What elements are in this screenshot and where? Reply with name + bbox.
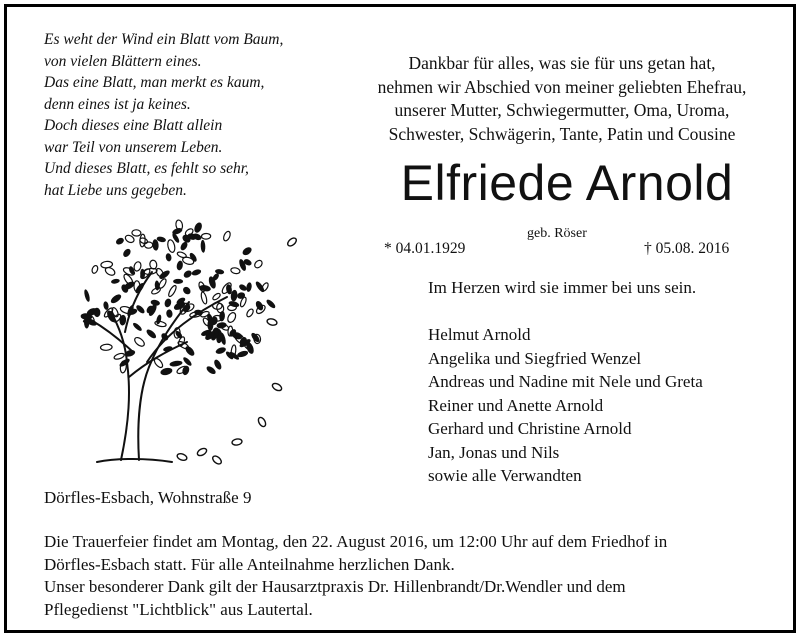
- leaf-icon: [200, 292, 208, 305]
- leaf-icon: [176, 260, 184, 271]
- leaf-icon: [241, 246, 253, 257]
- leaf-icon: [165, 253, 172, 262]
- leaf-icon: [246, 308, 255, 318]
- mourner: Reiner und Anette Arnold: [428, 395, 604, 415]
- leaf-icon: [173, 279, 183, 284]
- mourner: Jan, Jonas und Nils: [428, 442, 560, 462]
- leaf-icon: [265, 298, 277, 309]
- poem-line: von vielen Blättern eines.: [44, 52, 202, 70]
- maiden-name: geb. Röser: [527, 226, 587, 241]
- poem-line: Es weht der Wind ein Blatt vom Baum,: [44, 31, 284, 48]
- leaf-icon: [145, 328, 157, 340]
- leaf-icon: [154, 320, 166, 327]
- leaf-icon: [135, 304, 146, 315]
- mourners-list: [428, 323, 703, 488]
- footer-line: Pflegedienst "Lichtblick" aus Lautertal.: [44, 599, 313, 619]
- poem-line: war Teil von unserem Leben.: [44, 138, 223, 156]
- leaf-icon: [184, 345, 196, 358]
- leaf-icon: [132, 229, 141, 236]
- leaf-icon: [191, 268, 202, 276]
- leaf-icon: [152, 239, 159, 251]
- leaf-icon: [236, 291, 245, 299]
- leaf-icon: [144, 268, 158, 276]
- leaf-icon: [246, 282, 253, 292]
- leaf-icon: [167, 239, 176, 253]
- leaf-icon: [166, 309, 173, 318]
- mourner: sowie alle Verwandten: [428, 466, 582, 485]
- mourner: Angelika und Siegfried Wenzel: [428, 348, 642, 368]
- footer-line: Dörfles-Esbach statt. Für alle Anteilnahme herzlichen Dank.: [44, 554, 455, 574]
- leaf-icon: [201, 233, 210, 239]
- funeral-details: [44, 531, 784, 621]
- intro-text: [352, 52, 772, 146]
- leaf-icon: [182, 269, 193, 279]
- poem-line: Das eine Blatt, man merkt es kaum,: [44, 74, 265, 91]
- leaf-icon: [151, 287, 162, 296]
- motto: Im Herzen wird sie immer bei uns sein.: [428, 278, 697, 297]
- intro-line: Dankbar für alles, was sie für uns getan hat,: [408, 53, 716, 73]
- poem-line: Doch dieses eine Blatt allein: [44, 117, 223, 134]
- birth-date: * 04.01.1929: [384, 240, 466, 257]
- leaf-icon: [226, 311, 237, 323]
- leaf-icon: [213, 358, 223, 370]
- leaf-icon: [164, 298, 173, 308]
- leaf-icon: [133, 336, 146, 348]
- leaf-icon: [139, 234, 145, 247]
- poem: [44, 29, 283, 201]
- poem-line: hat Liebe uns gegeben.: [44, 181, 187, 199]
- leaf-icon: [182, 285, 192, 295]
- mourner: Andreas und Nadine mit Nele und Greta: [428, 372, 703, 391]
- windblown-tree-icon: [77, 202, 317, 472]
- deceased-name: Elfriede Arnold: [400, 155, 734, 211]
- leaf-icon: [132, 322, 143, 333]
- leaf-icon: [227, 305, 236, 311]
- leaf-icon: [200, 240, 205, 253]
- leaf-icon: [83, 289, 91, 303]
- leaf-icon: [111, 278, 121, 284]
- intro-line: unserer Mutter, Schwiegermutter, Oma, Uroma,: [394, 100, 730, 120]
- leaf-icon: [193, 221, 204, 234]
- intro-line: Schwester, Schwägerin, Tante, Patin und Cousine: [388, 123, 736, 144]
- leaf-icon: [101, 261, 113, 269]
- leaf-icon: [119, 315, 126, 326]
- leaf-icon: [250, 332, 261, 344]
- mourner: Helmut Arnold: [428, 325, 531, 344]
- leaf-icon: [205, 365, 217, 376]
- leaf-icon: [163, 345, 173, 352]
- leaf-icon: [177, 251, 187, 259]
- leaf-icon: [215, 346, 227, 355]
- leaf-icon: [91, 265, 99, 274]
- poem-line: Und dieses Blatt, es fehlt so sehr,: [44, 160, 249, 177]
- death-date: † 05.08. 2016: [644, 240, 730, 257]
- leaf-icon: [169, 360, 183, 367]
- leaf-icon: [222, 230, 231, 241]
- leaf-icon: [182, 356, 193, 367]
- intro-line: nehmen wir Abschied von meiner geliebten Ehefrau,: [377, 76, 747, 97]
- poem-line: denn eines ist ja keines.: [44, 95, 191, 113]
- leaf-icon: [109, 293, 122, 305]
- leaf-icon: [122, 247, 132, 258]
- leaf-icon: [144, 242, 152, 248]
- leaf-icon: [153, 357, 164, 369]
- obituary-notice: [4, 4, 796, 633]
- address: Dörfles-Esbach, Wohnstraße 9: [44, 488, 252, 507]
- leaf-icon: [207, 319, 213, 331]
- footer-line: Unser besonderer Dank gilt der Hausarztpraxis Dr. Hillenbrandt/Dr.Wendler und dem: [44, 577, 626, 596]
- leaf-icon: [167, 284, 177, 297]
- leaf-icon: [113, 352, 125, 360]
- footer-line: Die Trauerfeier findet am Montag, den 22. August 2016, um 12:00 Uhr auf dem Friedhof in: [44, 532, 668, 551]
- leaf-icon: [253, 259, 263, 269]
- leaf-icon: [155, 314, 162, 325]
- leaf-icon: [133, 261, 142, 272]
- leaf-icon: [230, 267, 240, 274]
- leaf-icon: [100, 344, 112, 351]
- leaf-icon: [261, 282, 270, 292]
- leaf-icon: [160, 367, 173, 376]
- leaf-icon: [115, 237, 125, 246]
- leaf-icon: [216, 303, 224, 313]
- mourner: Gerhard und Christine Arnold: [428, 419, 632, 438]
